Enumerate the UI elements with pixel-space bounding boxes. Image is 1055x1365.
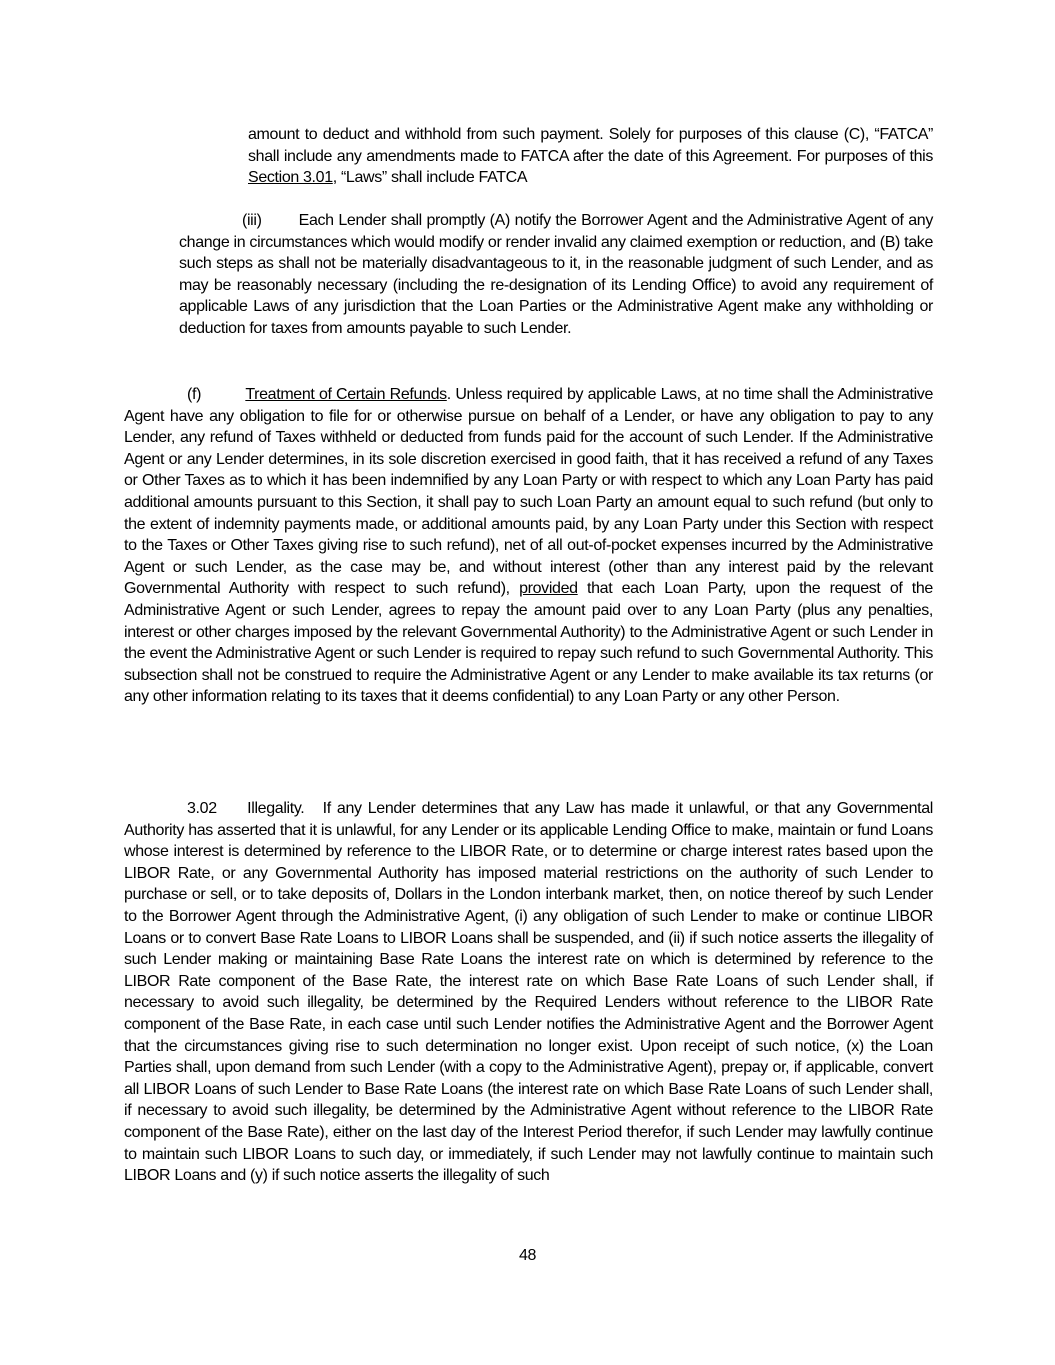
paragraph-c-continuation: [248, 124, 933, 189]
provided-term: provided: [519, 580, 578, 598]
section-title: Illegality.: [247, 800, 305, 817]
paragraph-text: Each Lender shall promptly (A) notify the Borrower Agent and the Administrative Agent of any change in circumstances which would modify or render invalid any claimed exemption or reduction, and (B) take such steps as shall not be materially disadvantageous to it, in the reasonable judgment of such Lender, and as may be reasonably necessary (including the re-designation of its Lending Office) to avoid any requirement of applicable Laws of any jurisdiction that the Loan Parties or the Administrative Agent make any withholding or deduction for taxes from amounts payable to such Lender.: [179, 212, 933, 337]
paragraph-text: If any Lender determines that any Law has made it unlawful, or that any Governmental Authority has asserted that it is unlawful, for any Lender or its applicable Lending Office to make, maintain or fund Loans whose interest is determined by reference to the LIBOR Rate, or to determine or charge interest rates based upon the LIBOR Rate, or any Governmental Authority has imposed material restrictions on the authority of such Lender to purchase or sell, or to take deposits of, Dollars in the London interbank market, then, on notice thereof by such Lender to the Borrower Agent through the Administrative Agent, (i) any obligation of such Lender to make or continue LIBOR Loans or to convert Base Rate Loans to LIBOR Loans shall be suspended, and (ii) if such notice asserts the illegality of such Lender making or maintaining Base Rate Loans the interest rate on which is determined by reference to the LIBOR Rate component of the Base Rate, the interest rate on which Base Rate Loans of such Lender shall, if necessary to avoid such illegality, be determined by the Required Lenders without reference to the LIBOR Rate component of the Base Rate, in each case until such Lender notifies the Administrative Agent and the Borrower Agent that the circumstances giving rise to such determination no longer exist. Upon receipt of such notice, (x) the Loan Parties shall, upon demand from such Lender (with a copy to the Administrative Agent), prepay or, if applicable, convert all LIBOR Loans of such Lender to Base Rate Loans (the interest rate on which Base Rate Loans of such Lender shall, if necessary to avoid such illegality, be determined by the Administrative Agent without reference to the LIBOR Rate component of the Base Rate), either on the last day of the Interest Period therefor, if such Lender may lawfully continue to maintain such LIBOR Loans to such day, or immediately, if such Lender may not lawfully continue to maintain such LIBOR Loans and (y) if such notice asserts the illegality of such: [124, 800, 933, 1185]
paragraph-text: , “Laws” shall include FATCA: [332, 169, 528, 187]
section-reference: Section 3.01: [248, 169, 333, 187]
paragraph-text: that each Loan Party, upon the request of the Administrative Agent or such Lender, agrees to repay the amount paid over to any Loan Party (plus any penalties, interest or other charges imposed by the relevant Governmental Authority) to the Administrative Agent or such Lender in the event the Administrative Agent or such Lender is required to repay such refund to such Governmental Authority. This subsection shall not be construed to require the Administrative Agent or any Lender to make available its tax returns (or any other information relating to its taxes that it deems confidential) to any Loan Party or any other Person.: [124, 580, 933, 706]
section-302: [124, 798, 933, 1187]
section-number: 3.02: [187, 800, 217, 817]
clause-heading: Treatment of Certain Refunds: [245, 386, 447, 403]
clause-number: (f): [187, 386, 202, 403]
paragraph-text: amount to deduct and withhold from such payment. Solely for purposes of this clause (C), “FATCA” shall include any amendments made to FATCA after the date of this Agreement. For purposes of this: [248, 126, 933, 165]
page-number: 48: [518, 1247, 537, 1264]
paragraph-iii: [179, 210, 933, 340]
clause-number: (iii): [242, 212, 262, 229]
paragraph-text: . Unless required by applicable Laws, at no time shall the Administrative Agent have any obligation to file for or otherwise pursue on behalf of a Lender, or have any obligation to pay to any Lender, any refund of Taxes withheld or deducted from funds paid for the account of such Lender. If the Administrative Agent or any Lender determines, in its sole discretion exercised in good faith, that it has received a refund of any Taxes or Other Taxes as to which it has been indemnified by any Loan Party or with respect to which any Loan Party has paid additional amounts pursuant to this Section, it shall pay to such Loan Party an amount equal to such refund (but only to the extent of indemnity payments made, or additional amounts paid, by any Loan Party under this Section with respect to the Taxes or Other Taxes giving rise to such refund), net of all out-of-pocket expenses incurred by the Administrative Agent or such Lender, as the case may be, and without interest (other than any interest paid by the relevant Governmental Authority with respect to such refund),: [124, 386, 933, 598]
paragraph-f: [124, 384, 933, 708]
